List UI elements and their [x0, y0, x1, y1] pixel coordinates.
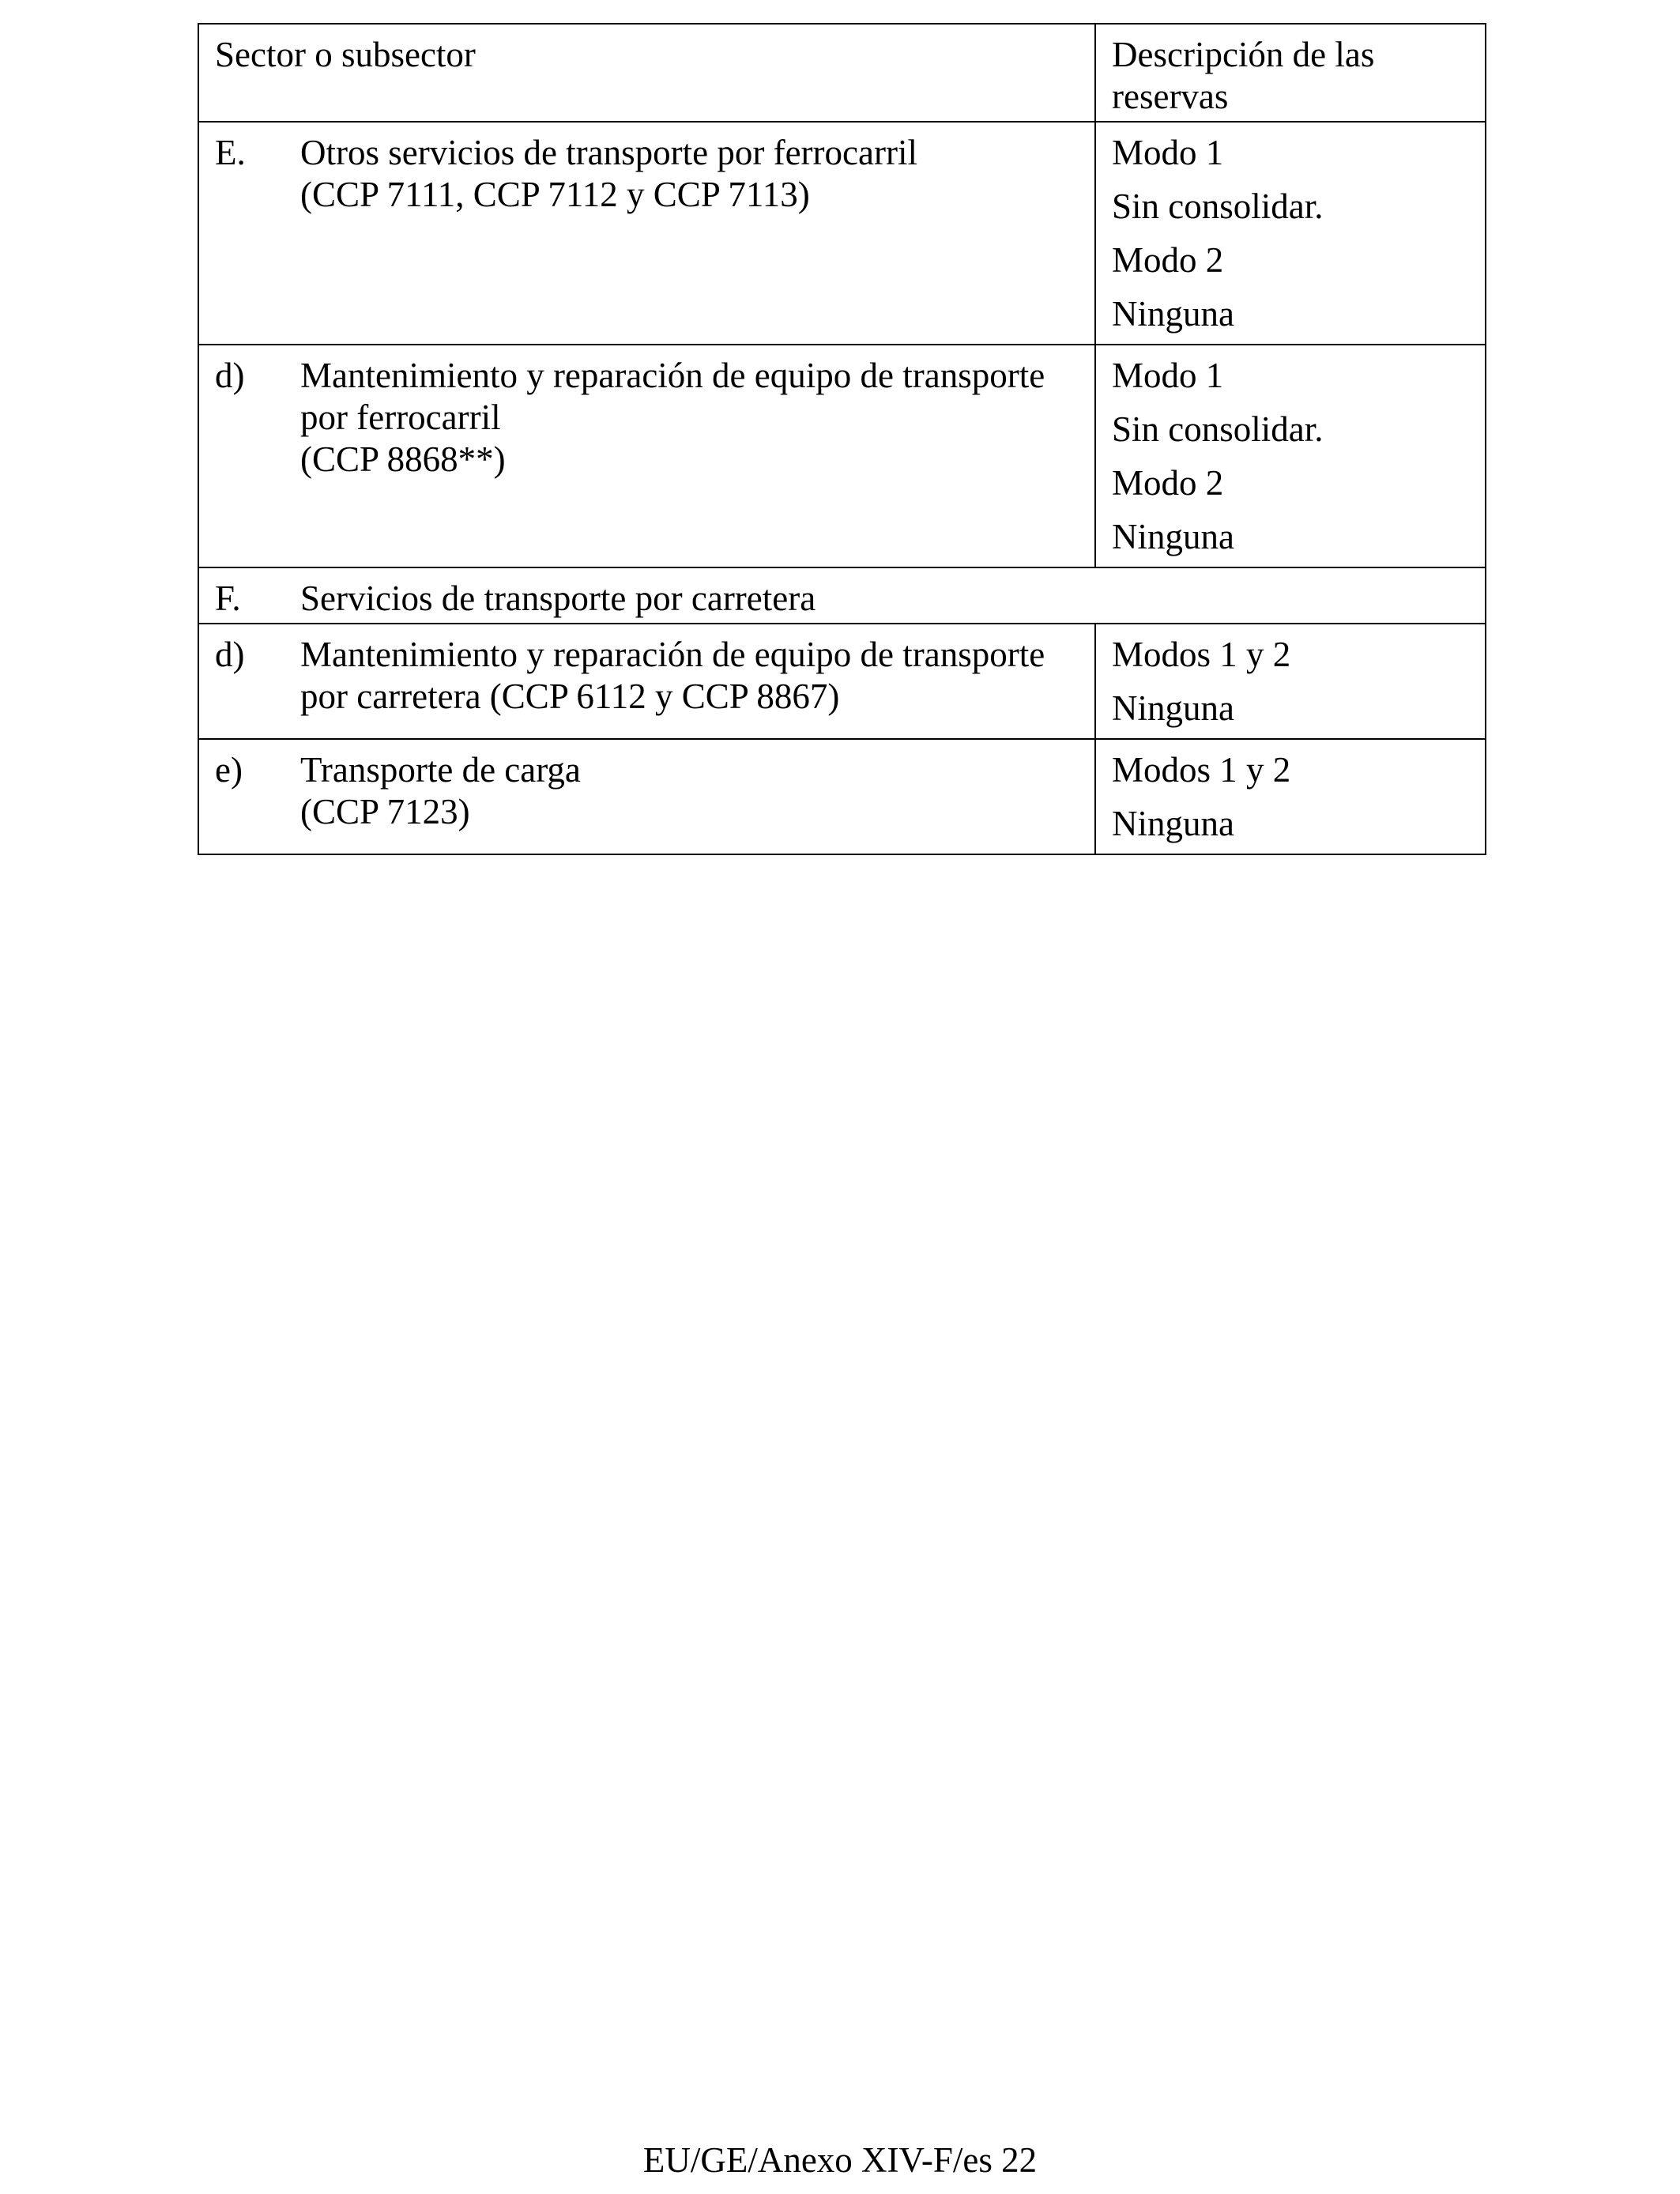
sector-text-line: Mantenimiento y reparación de equipo de transporte	[300, 635, 1045, 674]
sector-label: d)	[215, 635, 245, 674]
sector-text-line: Otros servicios de transporte por ferrocarril	[300, 133, 917, 172]
section-heading-cell	[198, 567, 1486, 624]
description-line: Sin consolidar.	[1112, 409, 1324, 449]
table-header-row	[198, 24, 1486, 122]
header-sector-label: Sector o subsector	[215, 35, 476, 74]
sector-text-line: por carretera (CCP 6112 y CCP 8867)	[300, 677, 840, 716]
reservations-table	[198, 23, 1486, 855]
description-line: Ninguna	[1112, 804, 1234, 843]
table-row	[198, 122, 1486, 345]
table-row	[198, 345, 1486, 567]
sector-cell	[198, 122, 1095, 345]
sector-cell	[198, 739, 1095, 854]
sector-label: E.	[215, 133, 246, 172]
description-line: Ninguna	[1112, 517, 1234, 556]
sector-text-line: (CCP 8868**)	[300, 439, 506, 479]
sector-text-line: por ferrocarril	[300, 398, 501, 437]
sector-text-line: (CCP 7123)	[300, 792, 470, 831]
sector-text-line: (CCP 7111, CCP 7112 y CCP 7113)	[300, 175, 810, 214]
description-line: Modos 1 y 2	[1112, 750, 1291, 790]
description-line: Modos 1 y 2	[1112, 635, 1291, 674]
description-cell	[1095, 345, 1486, 567]
description-line: Ninguna	[1112, 688, 1234, 728]
header-sector-cell	[198, 24, 1095, 122]
description-cell	[1095, 122, 1486, 345]
description-line: Modo 2	[1112, 463, 1224, 503]
sector-cell	[198, 624, 1095, 739]
sector-text-line: Transporte de carga	[300, 750, 581, 790]
sector-label: e)	[215, 750, 243, 790]
description-line: Modo 1	[1112, 356, 1224, 395]
description-line: Sin consolidar.	[1112, 187, 1324, 226]
page-footer: EU/GE/Anexo XIV-F/es 22	[642, 2140, 1038, 2180]
header-description-label-line1: Descripción de las	[1112, 35, 1375, 74]
header-description-label-line2: reservas	[1112, 77, 1229, 116]
sector-text-line: Mantenimiento y reparación de equipo de transporte	[300, 356, 1045, 395]
description-line: Modo 1	[1112, 133, 1224, 172]
description-cell	[1095, 739, 1486, 854]
description-line: Ninguna	[1112, 294, 1234, 334]
table-row	[198, 624, 1486, 739]
sector-label: d)	[215, 356, 245, 395]
section-title: Servicios de transporte por carretera	[300, 579, 816, 618]
description-cell	[1095, 624, 1486, 739]
table-section-row	[198, 567, 1486, 624]
table-row	[198, 739, 1486, 854]
header-description-cell	[1095, 24, 1486, 122]
section-label: F.	[215, 579, 241, 618]
sector-cell	[198, 345, 1095, 567]
description-line: Modo 2	[1112, 240, 1224, 280]
